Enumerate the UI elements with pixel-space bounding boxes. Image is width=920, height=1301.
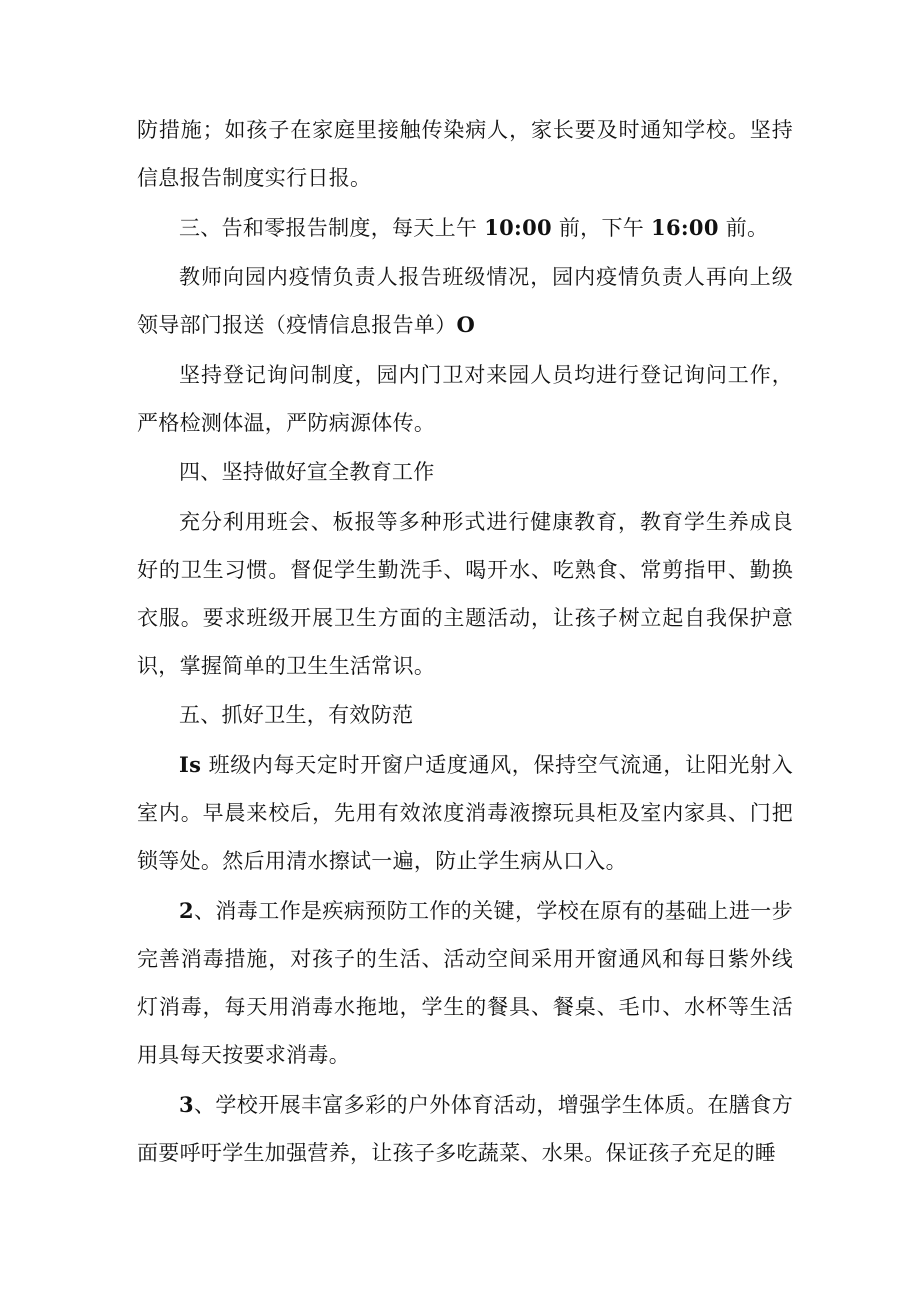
paragraph-text-segment: 、学校开展丰富多彩的户外体育活动，增强学生体质。在膳食方面要呼吁学生加强营养，让孩子多吃蔬菜、水果。保证孩子充足的睡 xyxy=(137,1093,793,1165)
paragraph-p3 xyxy=(137,253,793,349)
paragraph-text-segment: 16:00 xyxy=(651,215,719,240)
paragraph-text-segment: 三、告和零报告制度，每天上午 xyxy=(179,216,485,240)
paragraph-text-segment: Is xyxy=(179,752,202,777)
paragraph-text-segment: 四、坚持做好宣全教育工作 xyxy=(179,460,435,484)
paragraph-p8 xyxy=(137,741,793,885)
paragraph-text-segment: 充分利用班会、板报等多种形式进行健康教育，教育学生养成良好的卫生习惯。督促学生勤洗手、喝开水、吃熟食、常剪指甲、勤换衣服。要求班级开展卫生方面的主题活动，让孩子树立起自我保护意识，掌握简单的卫生生活常识。 xyxy=(137,510,793,678)
paragraph-p4 xyxy=(137,351,793,447)
paragraph-text-segment: 防措施；如孩子在家庭里接触传染病人，家长要及时通知学校。坚持信息报告制度实行日报。 xyxy=(137,118,793,190)
paragraph-text-segment: 、消毒工作是疾病预防工作的关键，学校在原有的基础上进一步完善消毒措施，对孩子的生活、活动空间采用开窗通风和每日紫外线灯消毒，每天用消毒水拖地，学生的餐具、餐桌、毛巾、水杯等生活用具每天按要求消毒。 xyxy=(137,899,793,1067)
paragraph-p7 xyxy=(137,691,793,739)
paragraph-text-segment: 前。 xyxy=(718,216,769,240)
paragraph-text-segment: 2 xyxy=(179,898,194,923)
paragraph-p10 xyxy=(137,1081,793,1177)
paragraph-text-segment: 班级内每天定时开窗户适度通风，保持空气流通，让阳光射入室内。早晨来校后，先用有效浓度消毒液擦玩具柜及室内家具、门把锁等处。然后用清水擦试一遍，防止学生病从口入。 xyxy=(137,753,793,873)
paragraph-text-segment: 教师向园内疫情负责人报告班级情况，园内疫情负责人再向上级领导部门报送（疫情信息报告单） xyxy=(137,265,793,337)
document-body xyxy=(137,106,793,1177)
paragraph-p1 xyxy=(137,106,793,202)
paragraph-text-segment: 10:00 xyxy=(484,215,552,240)
paragraph-p6 xyxy=(137,498,793,690)
paragraph-text-segment: 五、抓好卫生，有效防范 xyxy=(179,703,414,727)
paragraph-text-segment: 3 xyxy=(179,1092,194,1117)
paragraph-text-segment: 坚持登记询问制度，园内门卫对来园人员均进行登记询问工作，严格检测体温，严防病源体传。 xyxy=(137,363,793,435)
paragraph-text-segment: O xyxy=(456,312,476,337)
paragraph-p5 xyxy=(137,448,793,496)
paragraph-p9 xyxy=(137,887,793,1079)
paragraph-text-segment: 前，下午 xyxy=(551,216,652,240)
paragraph-p2 xyxy=(137,204,793,252)
